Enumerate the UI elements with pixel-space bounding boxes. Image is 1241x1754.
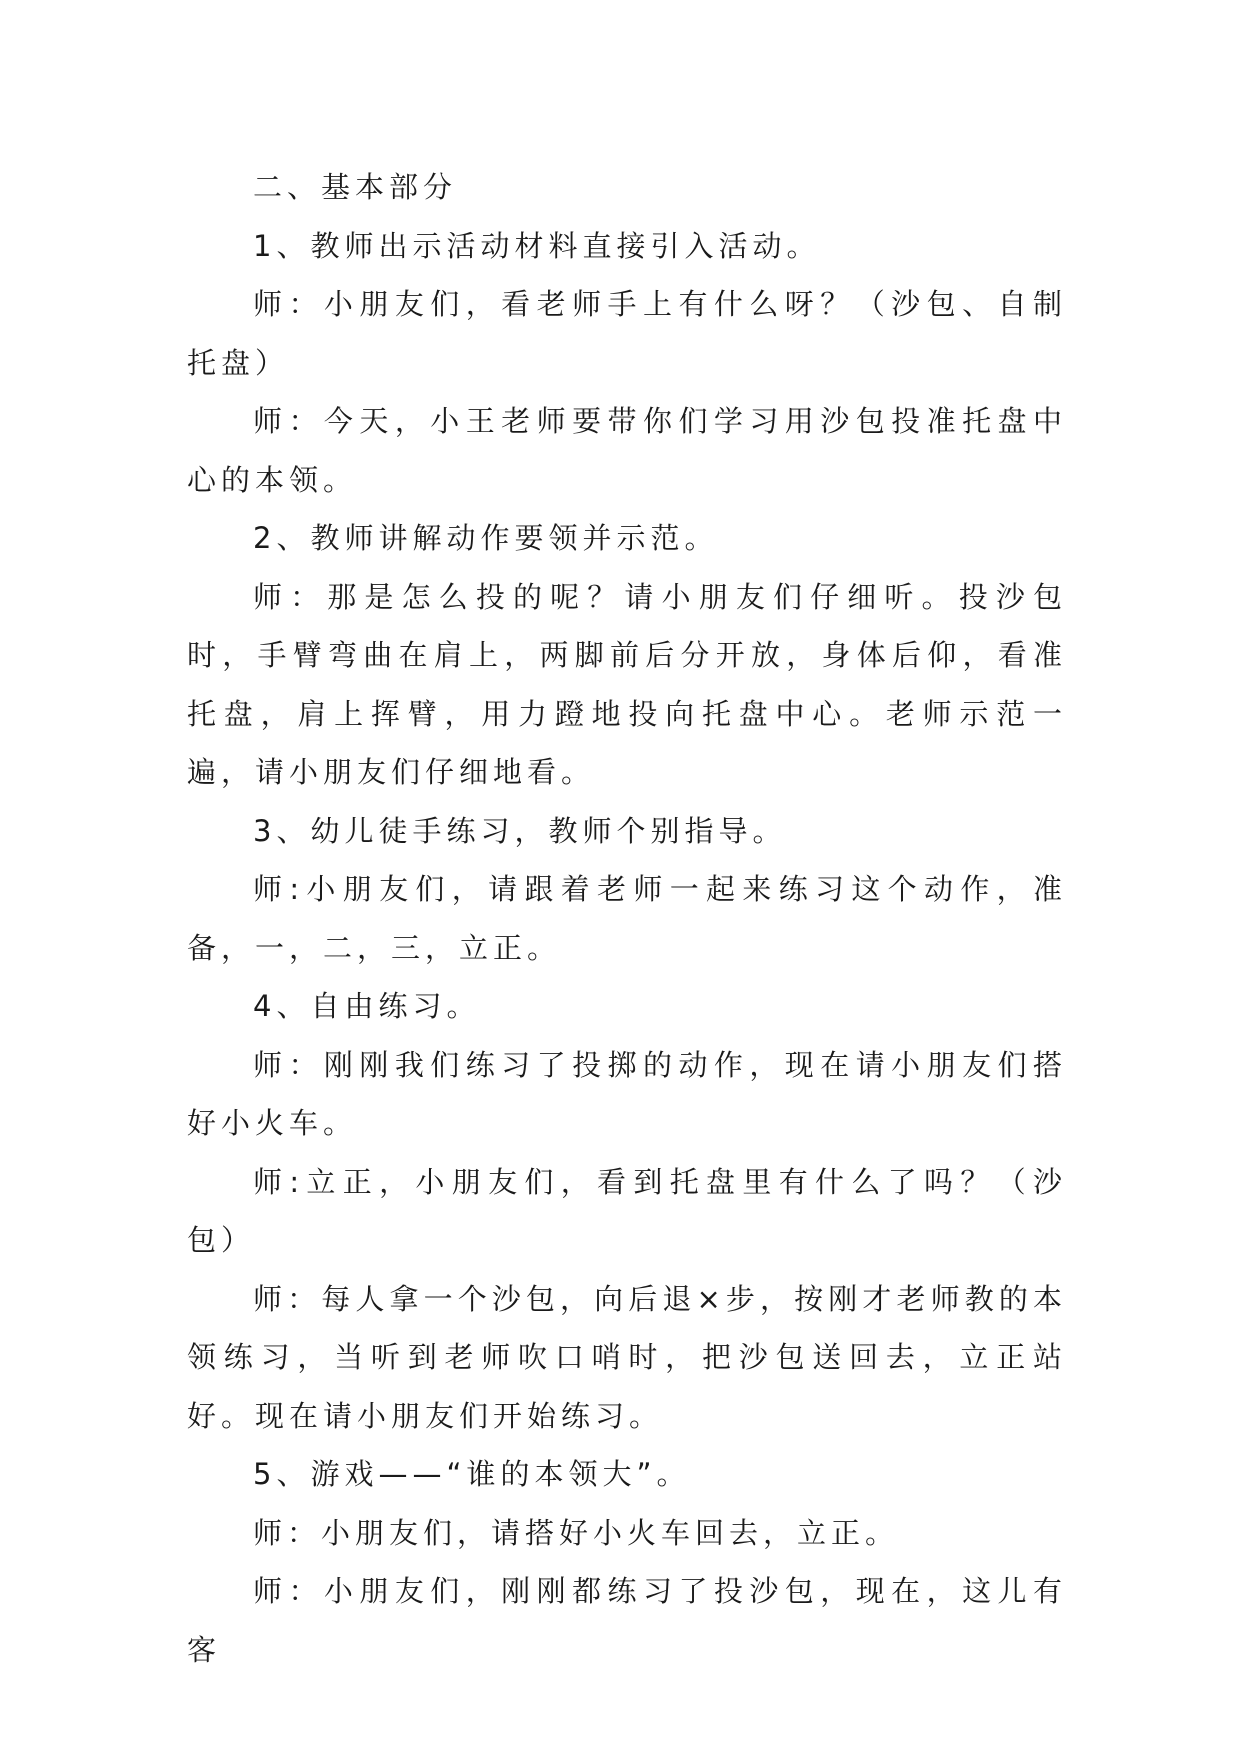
- paragraph: 师:立正，小朋友们，看到托盘里有什么了吗？（沙包）: [187, 1164, 1067, 1257]
- step-heading-4: 4、自由练习。: [253, 989, 481, 1023]
- step-heading-3: 3、幼儿徒手练习，教师个别指导。: [253, 813, 787, 848]
- step-heading-1: 1、教师出示活动材料直接引入活动。: [253, 228, 821, 263]
- section-heading: 二、基本部分: [253, 170, 458, 204]
- paragraph: 师：每人拿一个沙包，向后退×步，按刚才老师教的本领练习，当听到老师吹口哨时，把沙包送回去，立正站好。现在请小朋友们开始练习。: [187, 1281, 1067, 1433]
- step-heading-2: 2、教师讲解动作要领并示范。: [253, 521, 719, 555]
- paragraph: 师：小朋友们，看老师手上有什么呀？（沙包、自制托盘）: [187, 287, 1067, 380]
- paragraph: 师：今天，小王老师要带你们学习用沙包投准托盘中心的本领。: [187, 404, 1067, 497]
- paragraph: 师：小朋友们，刚刚都练习了投沙包，现在，这儿有客: [187, 1574, 1067, 1667]
- document-body: [187, 158, 1067, 1679]
- paragraph: 师：小朋友们，请搭好小火车回去，立正。: [253, 1515, 900, 1550]
- paragraph: 师:小朋友们，请跟着老师一起来练习这个动作，准备，一，二，三，立正。: [187, 872, 1067, 965]
- step-heading-5: 5、游戏——“谁的本领大”。: [253, 1457, 691, 1491]
- paragraph: 师：那是怎么投的呢？请小朋友们仔细听。投沙包时，手臂弯曲在肩上，两脚前后分开放，身体后仰，看准托盘，肩上挥臂，用力蹬地投向托盘中心。老师示范一遍，请小朋友们仔细地看。: [187, 579, 1067, 789]
- paragraph: 师：刚刚我们练习了投掷的动作，现在请小朋友们搭好小火车。: [187, 1047, 1067, 1140]
